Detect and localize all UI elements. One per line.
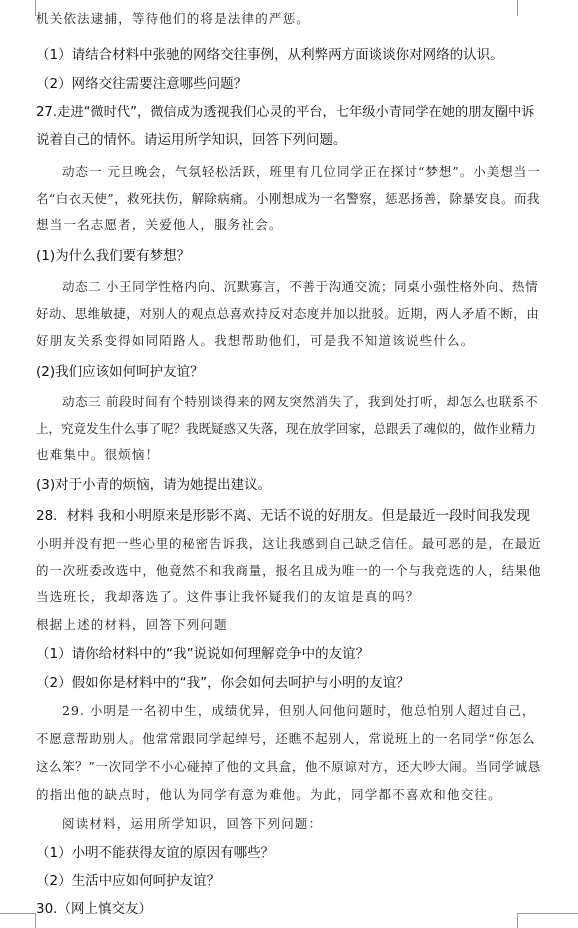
question-line: （2）网络交往需要注意哪些问题？ [36,76,248,92]
material-line: 想当一名志愿者，关爱他人，服务社会。 [36,217,283,232]
material-line: 当选班长，我却落选了。这件事让我怀疑我们的友谊是真的吗？ [36,589,420,604]
material-line: 好动、思维敏捷，对别人的观点总喜欢持反对态度并加以批驳。近期，两人矛盾不断，由 [36,306,540,321]
question-line: （2）生活中应如何呵护友谊？ [36,873,221,889]
material-line: 的一次班委改选中，他竟然不和我商量，报名且成为唯一的一个与我竞选的人，结果他 [36,563,542,578]
instruction-line: 根据上述的材料，回答下列问题 [36,617,228,632]
material-line: 机关依法逮捕，等待他们的将是法律的严惩。 [36,11,311,26]
instruction-line: 阅读材料，运用所学知识，回答下列问题： [62,816,323,831]
material-line: 小明并没有把一些心里的秘密告诉我，这让我感到自己缺乏信任。最可恶的是，在最近 [36,536,542,551]
question-line: （2）假如你是材料中的“我”，你会如何去呵护与小明的友谊？ [36,675,410,691]
material-line: 上，究竟发生什么事了呢？我既疑惑又失落，现在放学回家，总跟丢了魂似的，做作业精力 [36,421,537,436]
material-line: 28．材料 我和小明原来是形影不离、无话不说的好朋友。但是最近一段时间我发现 [36,508,530,524]
material-line: 好朋友关系变得如同陌路人。我想帮助他们，可是我不知道该说些什么。 [36,333,475,348]
question-line: 说着自己的情怀。请运用所学知识，回答下列问题。 [36,132,347,148]
question-line: (2)我们应该如何呵护友谊？ [36,364,204,380]
question-line: (3)对于小青的烦恼，请为她提出建议。 [36,477,272,493]
material-line: 这么笨？”一次同学不小心碰掉了他的文具盒，他不原谅对方，还大吵大闹。当同学诚恳 [36,759,541,774]
question-line: （1）小明不能获得友谊的原因有哪些？ [36,845,275,861]
material-line: 动态一 元旦晚会，气氛轻松活跃，班里有几位同学正在探讨“梦想”。小美想当一 [62,164,541,179]
question-line: （1）请结合材料中张驰的网络交往事例，从利弊两方面谈谈你对网络的认识。 [36,47,504,63]
question-line: 30.（网上慎交友） [36,901,152,917]
page-corner-mark-top-left [0,0,36,16]
question-line: 27.走进“微时代”，微信成为透视我们心灵的平台，七年级小青同学在她的朋友圈中诉 [36,105,535,120]
material-line: 的指出他的缺点时，他认为同学有意为难他。为此，同学都不喜欢和他交往。 [36,787,502,802]
page-corner-mark-top-right [517,0,578,16]
material-line: 29. 小明是一名初中生，成绩优异，但别人问他问题时，他总怕别人超过自己， [62,703,536,718]
material-line: 动态二 小王同学性格内向、沉默寡言，不善于沟通交流；同桌小强性格外向、热情 [62,279,539,294]
material-line: 也难集中。很烦恼！ [36,447,160,462]
material-line: 动态三 前段时间有个特别谈得来的网友突然消失了，我到处打听，却怎么也联系不 [62,394,539,409]
question-line: (1)为什么我们要有梦想？ [36,248,191,264]
material-line: 不愿意帮助别人。他常常跟同学起绰号，还瞧不起别人，常说班上的一名同学“你怎么 [36,731,536,746]
question-line: （1）请你给材料中的“我”说说如何理解竞争中的友谊？ [36,646,370,662]
page-corner-mark-bottom-left [0,913,36,928]
material-line: 名“白衣天使”，救死扶伤，解除病痛。小刚想成为一名警察，惩恶扬善，除暴安良。而我 [36,191,540,206]
page-corner-mark-bottom-right [517,913,578,928]
